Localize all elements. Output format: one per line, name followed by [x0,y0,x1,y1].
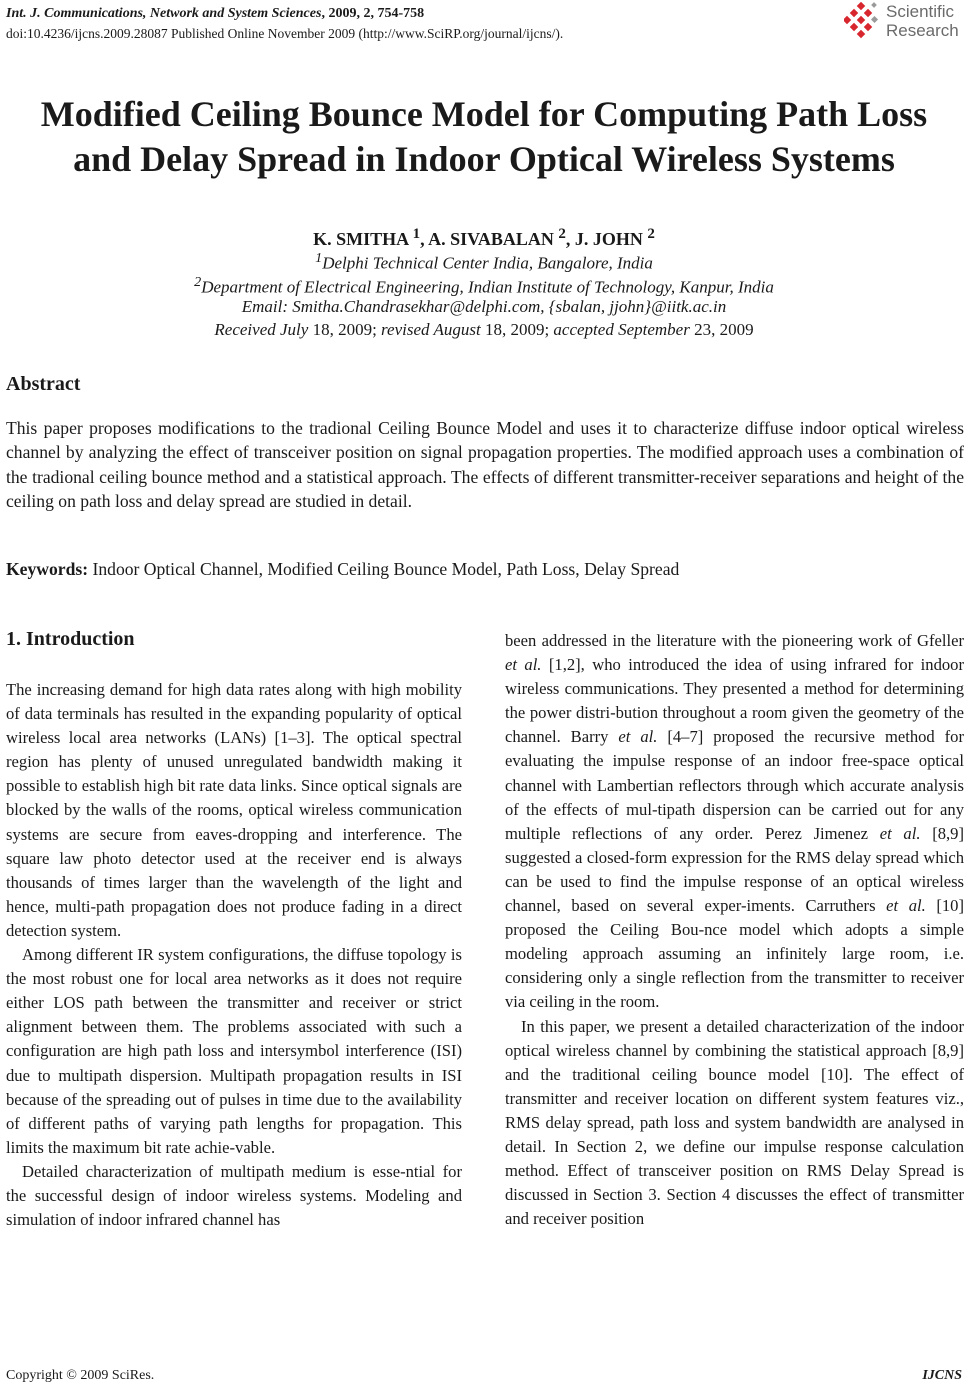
keywords-label: Keywords: [6,559,89,579]
author-2-affil: 2 [558,226,566,242]
publisher-logo [844,2,962,42]
logo-line-2: Research [886,21,959,40]
journal-citation: , 2009, 2, 754-758 [321,6,425,21]
author-3: , J. JOHN [565,229,648,249]
received-date: 18, 2009; [308,320,382,339]
author-1: K. SMITHA [313,229,413,249]
accepted-date: 23, 2009 [689,320,754,339]
text-run: [8,9] suggested a closed-form expression for the RMS delay spread which can be used to find the impulse response of an optical wireless channel, based on several exper-iments. Carruthers [505,823,964,916]
accepted-label: accepted September [553,320,690,339]
logo-text [886,2,959,40]
author-2: , A. SIVABALAN [420,229,559,249]
author-emails: Email: Smitha.Chandrasekhar@delphi.com, {sbalan, jjohn}@iitk.ac.in [241,297,727,316]
et-al: et al. [879,823,921,843]
paper-title [0,92,968,182]
section-1-heading: 1. Introduction [6,628,135,650]
logo-line-1: Scientific [886,2,955,21]
intro-paragraph-2: Among different IR system configurations, the diffuse topology is the most robust one for local area networks as it does not require either LOS path between the transmitter and receiver or strict alignment between them. The problems associated with such a configuration are high path loss and intersymbol interference (ISI) due to multipath dispersion. Multipath propagation results in ISI because of the spreading out of pulses in time due to the availability of different paths of varying path lengths for propagation. This limits the maximum bit rate achie-vable. [6,945,462,1157]
keywords [6,559,679,580]
abstract-heading: Abstract [6,373,81,395]
dates-line [0,318,968,341]
abstract-body: This paper proposes modifications to the tradional Ceiling Bounce Model and uses it to characterize diffuse indoor optical wireless channel by analyzing the effect of transceiver position on signal propagation properties. The modified approach uses a combination of the tradional ceiling bounce method and a statistical approach. The effects of different transmitter-receiver separations and height of the ceiling on path loss and delay spread are studied in detail. [6,418,964,512]
journal-name: Int. J. Communications, Network and System Sciences [6,6,322,21]
et-al: et al. [505,655,542,675]
title-line-1: Modified Ceiling Bounce Model for Computing Path Loss [40,94,928,134]
affiliation-2-mark: 2 [194,274,202,290]
revised-date: 18, 2009; [480,320,554,339]
email-line [0,295,968,318]
journal-header [6,5,424,23]
scientific-research-logo-icon [844,2,884,42]
affiliation-2-text: Department of Electrical Engineering, Indian Institute of Technology, Kanpur, India [201,277,774,297]
left-column [6,678,462,1232]
et-al: et al. [886,896,926,916]
journal-abbreviation: IJCNS [922,1368,962,1383]
revised-label: revised August [381,320,481,339]
affiliation-1-mark: 1 [315,250,323,266]
right-column [505,629,964,1231]
text-run: [4–7] proposed the recursive method for evaluating the impulse response of an indoor free-space optical channel with Lambertian reflectors through which accurate analysis of the effects of mul-tipath dispersion can be carried out for any multiple reflections of any order. Perez Jimenez [505,727,964,843]
et-al: et al. [618,727,658,747]
page-footer [6,1368,962,1384]
intro-paragraph-3: Detailed characterization of multipath medium is esse-ntial for the successful design of indoor wireless systems. Modeling and simulation of indoor infrared channel has [6,1161,462,1230]
intro-paragraph-3-cont [505,629,964,1015]
author-1-affil: 1 [412,226,421,242]
affiliation-1-text: Delphi Technical Center India, Bangalore, India [322,253,653,273]
title-line-2: and Delay Spread in Indoor Optical Wireless Systems [73,139,895,179]
text-run: [10] proposed the Ceiling Bou-nce model which adopts a simple modeling approach assuming an infinitely large room, i.e. considering only a single reflection from the transmitter to receiver via ceiling in the room. [505,896,964,1012]
received-label: Received July [214,320,309,339]
intro-paragraph-1: The increasing demand for high data rates along with high mobility of data terminals has resulted in the expanding popularity of optical wireless local area networks (LANs) [1–3]. The optical spectral region has plenty of unused unregulated bandwidth making it possible to establish high bit rate data links. Since optical signals are blocked by the walls of the rooms, optical wireless communication systems are secure from eaves-dropping and interference. The square law photo detector used at the receiver end is always thousands of times larger than the wavelength of the light and hence, multi-path propagation does not produce fading in a direct detection system. [6,680,462,940]
keywords-text: Indoor Optical Channel, Modified Ceiling Bounce Model, Path Loss, Delay Spread [88,559,680,579]
text-run: [1,2], who introduced the idea of using infrared for indoor wireless communications. They presented a method for determining the power distri-bution throughout a room given the geometry of the channel. Barry [505,655,964,747]
doi-line: doi:10.4236/ijcns.2009.28087 Published Online November 2009 (http://www.SciRP.org/journal/ijcns/). [6,26,564,41]
author-3-affil: 2 [647,226,655,242]
intro-paragraph-4: In this paper, we present a detailed characterization of the indoor optical wireless channel by combining the statistical approach [8,9] and the traditional ceiling bounce model [10]. The effect of transmitter and receiver location on different system features viz., RMS delay spread, path loss and system bandwidth are analysed in detail. In Section 2, we define our impulse response calculation method. Effect of transceiver position on RMS Delay Spread is discussed in Section 3. Section 4 discusses the effect of transmitter and receiver position [505,1016,964,1229]
copyright: Copyright © 2009 SciRes. [6,1368,155,1383]
text-run: been addressed in the literature with the pioneering work of Gfeller [505,631,964,650]
